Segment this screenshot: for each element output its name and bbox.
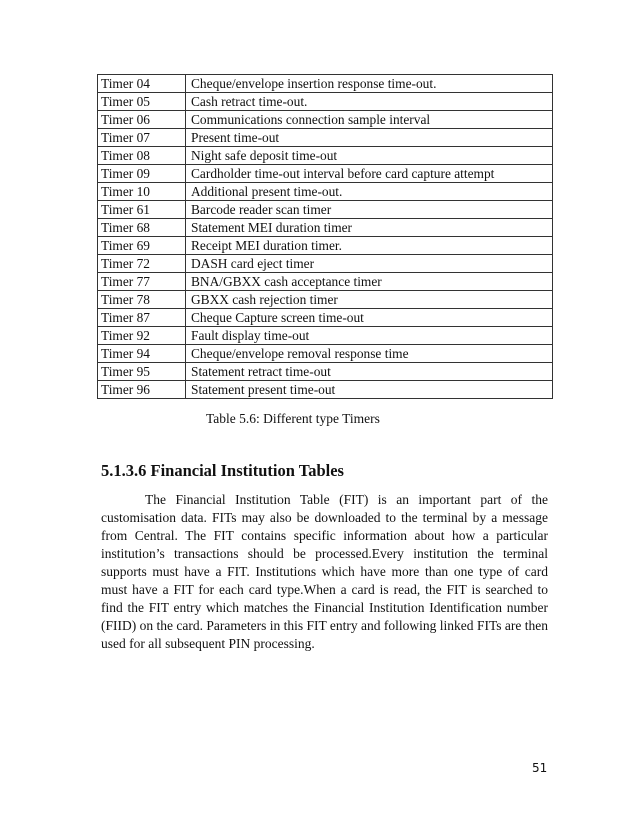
timer-name-cell: Timer 72 (98, 255, 186, 273)
timer-description-cell: Cheque Capture screen time-out (186, 309, 553, 327)
timer-description-cell: BNA/GBXX cash acceptance timer (186, 273, 553, 291)
timer-name-cell: Timer 95 (98, 363, 186, 381)
timer-name-cell: Timer 07 (98, 129, 186, 147)
timer-description-cell: Statement MEI duration timer (186, 219, 553, 237)
table-row (98, 129, 553, 147)
table-row (98, 381, 553, 399)
timer-description-cell: Fault display time-out (186, 327, 553, 345)
table-row (98, 165, 553, 183)
timer-description-cell: DASH card eject timer (186, 255, 553, 273)
timer-description-cell: Additional present time-out. (186, 183, 553, 201)
timer-name-cell: Timer 68 (98, 219, 186, 237)
table-row (98, 363, 553, 381)
timer-table-body (98, 75, 553, 399)
timer-name-cell: Timer 87 (98, 309, 186, 327)
timer-description-cell: Present time-out (186, 129, 553, 147)
table-row (98, 309, 553, 327)
timer-description-cell: Cash retract time-out. (186, 93, 553, 111)
timer-description-cell: Statement retract time-out (186, 363, 553, 381)
timer-name-cell: Timer 78 (98, 291, 186, 309)
timer-name-cell: Timer 69 (98, 237, 186, 255)
timer-name-cell: Timer 05 (98, 93, 186, 111)
table-row (98, 273, 553, 291)
table-row (98, 183, 553, 201)
timer-description-cell: Barcode reader scan timer (186, 201, 553, 219)
timer-table (97, 74, 553, 399)
table-row (98, 201, 553, 219)
table-row (98, 93, 553, 111)
table-row (98, 111, 553, 129)
table-row (98, 327, 553, 345)
timer-description-cell: Receipt MEI duration timer. (186, 237, 553, 255)
timer-description-cell: Cheque/envelope insertion response time-out. (186, 75, 553, 93)
timer-name-cell: Timer 92 (98, 327, 186, 345)
timer-description-cell: Cheque/envelope removal response time (186, 345, 553, 363)
timer-name-cell: Timer 08 (98, 147, 186, 165)
timer-name-cell: Timer 94 (98, 345, 186, 363)
timer-description-cell: Night safe deposit time-out (186, 147, 553, 165)
table-row (98, 219, 553, 237)
table-row (98, 75, 553, 93)
section-paragraph: The Financial Institution Table (FIT) is an important part of the customisation data. FITs may also be downloaded to the terminal by a message from Central. The FIT contains specific information about how a particular institution’s transactions should be processed.Every institution the terminal supports must have a FIT. Institutions which have more than one type of card must have a FIT for each card type.When a card is read, the FIT is searched to find the FIT entry which matches the Financial Institution Identification number (FIID) on the card. Parameters in this FIT entry and following linked FITs are then used for all subsequent PIN processing. (101, 492, 548, 651)
section-heading: 5.1.3.6 Financial Institution Tables (101, 461, 344, 480)
timer-name-cell: Timer 96 (98, 381, 186, 399)
timer-name-cell: Timer 09 (98, 165, 186, 183)
table-row (98, 345, 553, 363)
timer-name-cell: Timer 61 (98, 201, 186, 219)
timer-description-cell: GBXX cash rejection timer (186, 291, 553, 309)
table-row (98, 255, 553, 273)
timer-name-cell: Timer 10 (98, 183, 186, 201)
table-row (98, 237, 553, 255)
table-row (98, 291, 553, 309)
timer-name-cell: Timer 77 (98, 273, 186, 291)
timer-description-cell: Communications connection sample interval (186, 111, 553, 129)
table-row (98, 147, 553, 165)
timer-name-cell: Timer 04 (98, 75, 186, 93)
timer-description-cell: Cardholder time-out interval before card capture attempt (186, 165, 553, 183)
timer-description-cell: Statement present time-out (186, 381, 553, 399)
page-number: 51 (532, 761, 548, 775)
timer-name-cell: Timer 06 (98, 111, 186, 129)
table-caption: Table 5.6: Different type Timers (206, 411, 380, 426)
